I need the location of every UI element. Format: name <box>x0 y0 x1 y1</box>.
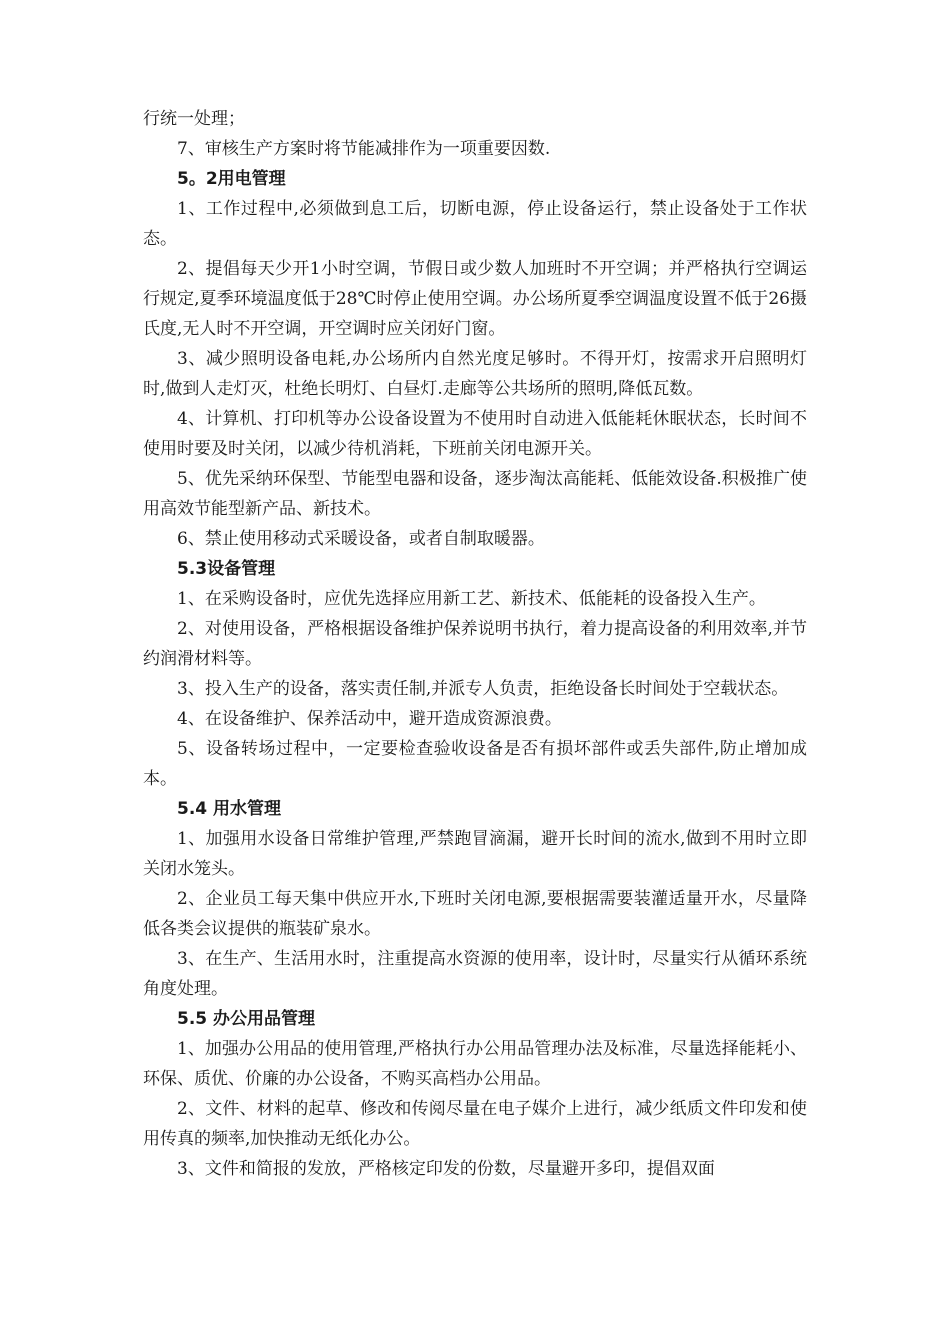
paragraph: 7、审核生产方案时将节能减排作为一项重要因数. <box>177 139 551 159</box>
section-heading: 5.4 用水管理 <box>177 799 282 819</box>
paragraph: 6、禁止使用移动式采暖设备，或者自制取暖器。 <box>177 529 545 549</box>
paragraph: 4、在设备维护、保养活动中，避开造成资源浪费。 <box>177 709 562 729</box>
paragraph: 2、文件、材料的起草、修改和传阅尽量在电子媒介上进行，减少纸质文件印发和使用传真的频率,加快推动无纸化办公。 <box>143 1099 807 1149</box>
paragraph: 1、加强用水设备日常维护管理,严禁跑冒滴漏，避开长时间的流水,做到不用时立即关闭水笼头。 <box>143 829 807 879</box>
section-heading: 5。2用电管理 <box>177 169 286 189</box>
paragraph-continuation: 行统一处理； <box>143 109 245 129</box>
paragraph: 3、在生产、生活用水时，注重提高水资源的使用率，设计时，尽量实行从循环系统角度处理。 <box>143 949 807 999</box>
section-heading: 5.5 办公用品管理 <box>177 1009 316 1029</box>
paragraph: 5、优先采纳环保型、节能型电器和设备，逐步淘汰高能耗、低能效设备.积极推广使用高效节能型新产品、新技术。 <box>143 469 807 519</box>
paragraph: 3、文件和简报的发放，严格核定印发的份数，尽量避开多印，提倡双面 <box>177 1159 715 1179</box>
paragraph: 2、对使用设备，严格根据设备维护保养说明书执行，着力提高设备的利用效率,并节约润滑材料等。 <box>143 619 807 669</box>
paragraph: 3、投入生产的设备，落实责任制,并派专人负责，拒绝设备长时间处于空载状态。 <box>177 679 789 699</box>
paragraph: 1、工作过程中,必须做到息工后，切断电源，停止设备运行，禁止设备处于工作状态。 <box>143 199 807 249</box>
paragraph: 2、企业员工每天集中供应开水,下班时关闭电源,要根据需要装灌适量开水，尽量降低各类会议提供的瓶装矿泉水。 <box>143 889 807 939</box>
paragraph: 1、加强办公用品的使用管理,严格执行办公用品管理办法及标准，尽量选择能耗小、环保、质优、价廉的办公设备，不购买高档办公用品。 <box>143 1039 807 1089</box>
section-heading: 5.3设备管理 <box>177 559 276 579</box>
document-body <box>143 104 807 1184</box>
paragraph: 1、在采购设备时，应优先选择应用新工艺、新技术、低能耗的设备投入生产。 <box>177 589 766 609</box>
paragraph: 5、设备转场过程中，一定要检查验收设备是否有损坏部件或丢失部件,防止增加成本。 <box>143 739 807 789</box>
paragraph: 3、减少照明设备电耗,办公场所内自然光度足够时。不得开灯，按需求开启照明灯时,做到人走灯灭，杜绝长明灯、白昼灯.走廊等公共场所的照明,降低瓦数。 <box>143 349 807 399</box>
paragraph: 4、计算机、打印机等办公设备设置为不使用时自动进入低能耗休眠状态，长时间不使用时要及时关闭，以减少待机消耗，下班前关闭电源开关。 <box>143 409 807 459</box>
paragraph: 2、提倡每天少开1小时空调，节假日或少数人加班时不开空调；并严格执行空调运行规定,夏季环境温度低于28℃时停止使用空调。办公场所夏季空调温度设置不低于26摄氏度,无人时不开空调，开空调时应关闭好门窗。 <box>143 259 807 339</box>
